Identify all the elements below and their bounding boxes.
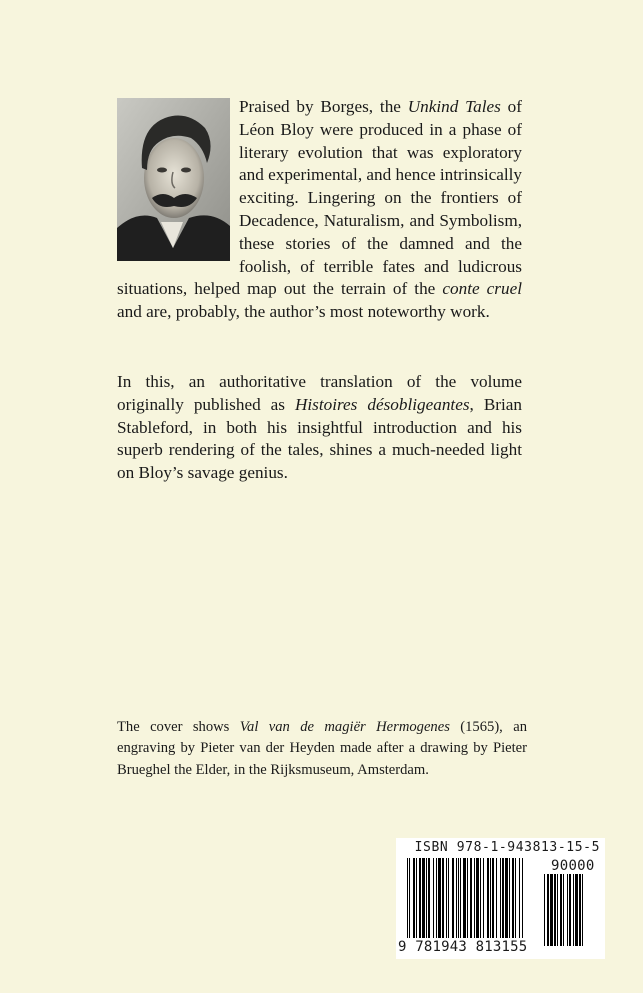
barcode-bar (582, 874, 583, 946)
barcode-bar (436, 858, 437, 938)
barcode-bar (452, 858, 454, 938)
blurb-p1-genre-term: conte cruel (442, 279, 522, 299)
blurb-paragraph-1 (117, 96, 522, 324)
barcode-bar (573, 874, 574, 946)
barcode-bar (515, 858, 516, 938)
barcode-bar (422, 858, 425, 938)
barcode-bar (480, 858, 481, 938)
price-code: 90000 (551, 858, 595, 874)
barcode-bar (496, 858, 497, 938)
cover-credit (117, 717, 527, 781)
barcode-bar (554, 874, 556, 946)
barcode-bar (460, 858, 461, 938)
barcode-bar (470, 858, 472, 938)
barcode-bar (442, 858, 444, 938)
barcode-bar (487, 858, 489, 938)
barcode-bar (502, 858, 504, 938)
barcode-bar (505, 858, 508, 938)
blurb-p1-text-a: Praised by Borges, the (239, 97, 408, 116)
barcode-bar (446, 858, 447, 938)
barcode-bar (467, 858, 468, 938)
blurb-p1-text-c: and are, probably, the author’s most noteworthy work. (117, 302, 490, 322)
barcode-bar (483, 858, 484, 938)
ean-digits: 9 781943 813155 (398, 939, 528, 955)
credit-artwork-title: Val van de magiër Hermogenes (239, 719, 450, 735)
barcode-bar (560, 874, 562, 946)
barcode-bar (575, 874, 578, 946)
credit-text-b: (1565), an engraving by Pieter van der Heyden made after a drawing by Pieter Brueghel the Elder, in the Rijksmuseum, Amsterdam. (117, 719, 527, 778)
barcode-bar (569, 874, 571, 946)
blurb-p1-book-title: Unkind Tales (407, 97, 501, 116)
barcode-bar (463, 858, 466, 938)
portrait-spacer (117, 96, 239, 264)
barcode-bar (458, 858, 459, 938)
barcode-bar (509, 858, 510, 938)
barcode-bar (448, 858, 449, 938)
barcode-bar (456, 858, 457, 938)
isbn-label: ISBN 978-1-943813-15-5 (414, 840, 600, 855)
blurb-p2-original-title: Histoires désobligeantes (294, 394, 470, 414)
blurb-p2-text-a: In this, an authoritative translation of the volume originally published as (117, 372, 522, 414)
barcode-bar (563, 874, 564, 946)
barcode-bar (413, 858, 415, 938)
barcode-bar (438, 858, 441, 938)
barcode-bar (419, 858, 421, 938)
barcode-bar (557, 874, 558, 946)
barcode-bar (512, 858, 514, 938)
barcode-bar (476, 858, 479, 938)
ean-barcode-bars (407, 858, 529, 938)
credit-text-a: The cover shows (117, 719, 240, 735)
barcode-bar (567, 874, 568, 946)
price-addon-bars (544, 874, 601, 946)
barcode-bar (579, 874, 581, 946)
barcode-bar (500, 858, 501, 938)
barcode-bar (474, 858, 475, 938)
barcode-bar (409, 858, 410, 938)
barcode-bar (433, 858, 434, 938)
barcode-bar (544, 874, 545, 946)
blurb-p2-text-b: , Brian Stableford, in both his insightful introduction and his superb rendering of the tales, shines a much-needed light on Bloy’s savage genius. (117, 394, 523, 483)
barcode-bar (519, 858, 520, 938)
barcode-bar (522, 858, 523, 938)
barcode-bar (407, 858, 408, 938)
blurb-p1-text-b: of Léon Bloy were produced in a phase of literary evolution that was exploratory and experimental, and hence intrinsically exciting. Lingering on the frontiers of Decadence, Naturalism, and Symbolism, these stories of the damned and the foolish, of terrible fates and ludicrous situations, helped map out the terrain of the (117, 97, 523, 299)
barcode-bar (490, 858, 491, 938)
barcode-bar (550, 874, 553, 946)
barcode-bar (426, 858, 427, 938)
barcode-bar (492, 858, 494, 938)
barcode-bar (547, 874, 549, 946)
barcode-bar (416, 858, 417, 938)
blurb-paragraph-2 (117, 371, 522, 485)
barcode-bar (428, 858, 430, 938)
